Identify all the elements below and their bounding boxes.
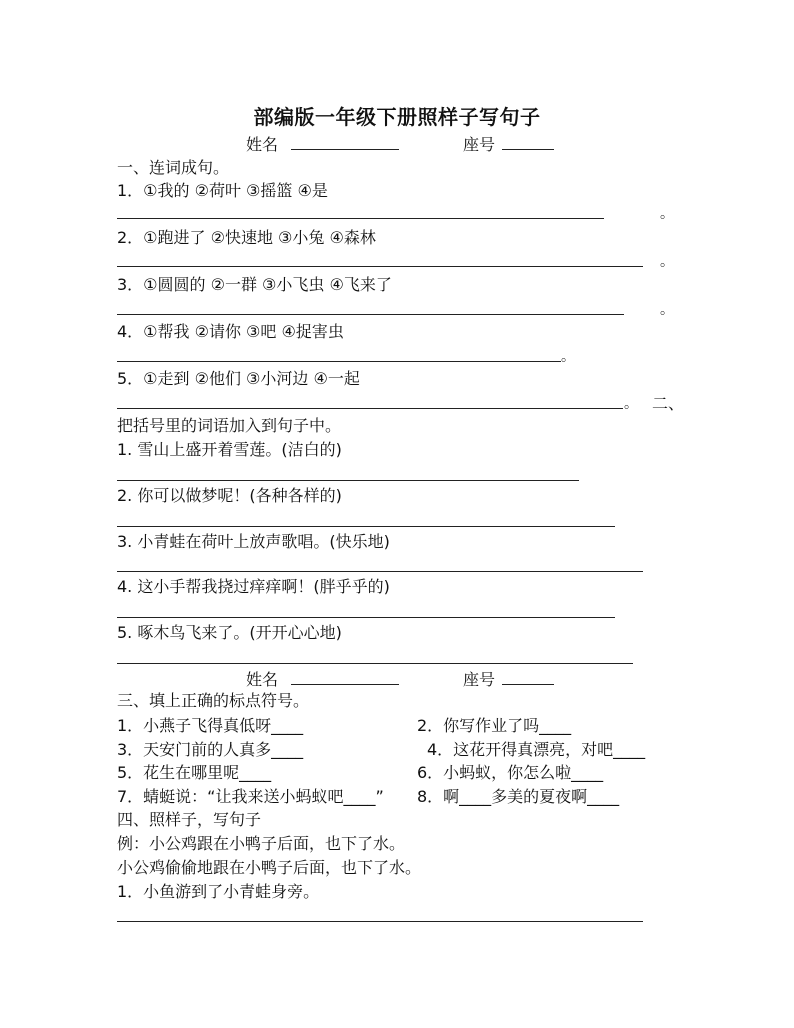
section2-heading: 把括号里的词语加入到句子中。 <box>117 416 342 435</box>
section3-item-3[interactable]: 3．天安门前的人真多____ <box>117 740 304 759</box>
section1-item-4: 4．①帮我 ②请你 ③吧 ④捉害虫 <box>117 322 344 341</box>
seat-field <box>463 668 554 690</box>
section3-heading: 三、填上正确的标点符号。 <box>117 691 310 710</box>
section2-item-1: 1. 雪山上盛开着雪莲。(洁白的) <box>117 440 342 459</box>
answer-period: 。 <box>561 349 575 365</box>
answer-period: 。 <box>624 396 638 412</box>
answer-line[interactable] <box>117 526 615 527</box>
name-field <box>246 668 399 690</box>
section3-item-8[interactable]: 8．啊____多美的夏夜啊____ <box>417 787 620 806</box>
section2-item-2: 2. 你可以做梦呢！(各种各样的) <box>117 486 342 505</box>
answer-line[interactable] <box>117 314 624 315</box>
section1-item-1: 1．①我的 ②荷叶 ③摇篮 ④是 <box>117 181 328 200</box>
answer-line[interactable] <box>117 921 643 922</box>
section3-item-4[interactable]: 4．这花开得真漂亮，对吧____ <box>427 740 646 759</box>
answer-line[interactable] <box>117 663 633 664</box>
answer-line[interactable] <box>117 266 643 267</box>
section4-item-1: 1．小鱼游到了小青蛙身旁。 <box>117 882 320 901</box>
seat-blank[interactable] <box>502 133 554 150</box>
name-blank[interactable] <box>291 668 399 685</box>
section1-item-5: 5．①走到 ②他们 ③小河边 ④一起 <box>117 369 360 388</box>
section3-item-5[interactable]: 5．花生在哪里呢____ <box>117 763 272 782</box>
answer-line[interactable] <box>117 617 615 618</box>
answer-period: 。 <box>660 206 674 222</box>
seat-blank[interactable] <box>502 668 554 685</box>
section2-number: 二、 <box>652 394 685 413</box>
answer-line[interactable] <box>117 408 623 409</box>
answer-period: 。 <box>660 302 674 318</box>
section3-item-6[interactable]: 6．小蚂蚁，你怎么啦____ <box>417 763 604 782</box>
section3-item-1[interactable]: 1．小燕子飞得真低呀____ <box>117 716 304 735</box>
answer-line[interactable] <box>117 571 643 572</box>
section4-example-result: 小公鸡偷偷地跟在小鸭子后面，也下了水。 <box>117 858 422 877</box>
section2-item-5: 5. 啄木鸟飞来了。(开开心心地) <box>117 623 342 642</box>
name-label: 姓名 <box>246 135 279 154</box>
name-label: 姓名 <box>246 670 279 689</box>
seat-label: 座号 <box>463 135 496 154</box>
answer-period: 。 <box>660 254 674 270</box>
section2-item-3: 3. 小青蛙在荷叶上放声歌唱。(快乐地) <box>117 532 390 551</box>
section4-example: 例：小公鸡跟在小鸭子后面，也下了水。 <box>117 834 406 853</box>
section1-heading: 一、连词成句。 <box>117 158 230 177</box>
seat-field <box>463 133 554 155</box>
section3-item-2[interactable]: 2．你写作业了吗____ <box>417 716 572 735</box>
name-blank[interactable] <box>291 133 399 150</box>
section2-item-4: 4. 这小手帮我挠过痒痒啊！(胖乎乎的) <box>117 577 390 596</box>
answer-line[interactable] <box>117 480 579 481</box>
section1-item-2: 2．①跑进了 ②快速地 ③小兔 ④森林 <box>117 228 376 247</box>
page-title: 部编版一年级下册照样子写句子 <box>253 105 541 129</box>
seat-label: 座号 <box>463 670 496 689</box>
section4-heading: 四、照样子，写句子 <box>117 810 262 829</box>
answer-line[interactable] <box>117 361 561 362</box>
section1-item-3: 3．①圆圆的 ②一群 ③小飞虫 ④飞来了 <box>117 275 392 294</box>
section3-item-7[interactable]: 7．蜻蜓说：“让我来送小蚂蚁吧____” <box>117 787 384 806</box>
name-field <box>246 133 399 155</box>
answer-line[interactable] <box>117 218 604 219</box>
